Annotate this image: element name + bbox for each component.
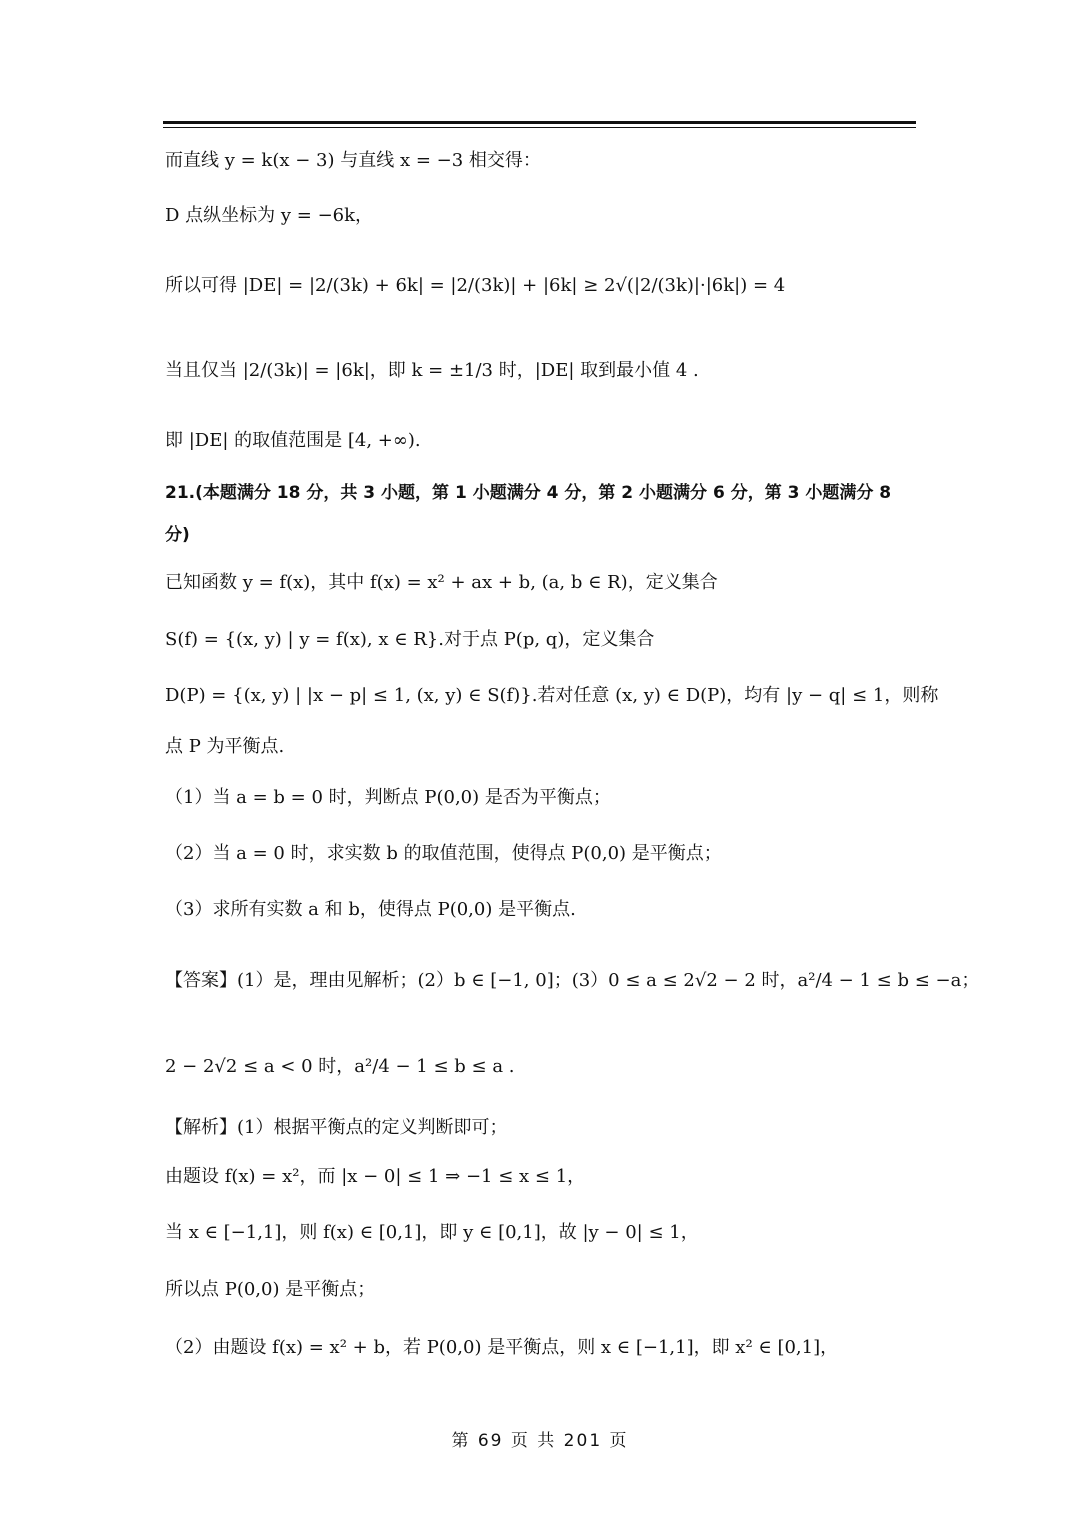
answer-line-cont: 2 − 2√2 ≤ a < 0 时，a²/4 − 1 ≤ b ≤ a . <box>165 1056 515 1077</box>
math-line: 所以可得 |DE| = |2/(3k) + 6k| = |2/(3k)| + |6k| ≥ 2√(|2/(3k)|·|6k|) = 4 <box>165 275 786 296</box>
problem-heading-cont: 分) <box>165 525 190 545</box>
header-rule-thin <box>163 127 916 128</box>
text-line: 即 |DE| 的取值范围是 [4, +∞). <box>165 430 421 451</box>
page-footer: 第 69 页 共 201 页 <box>451 1431 629 1451</box>
math-line: 当且仅当 |2/(3k)| = |6k|，即 k = ±1/3 时，|DE| 取到最小值 4 . <box>165 360 699 381</box>
answer-line: 【答案】(1）是，理由见解析；(2）b ∈ [−1, 0]；(3）0 ≤ a ≤ 2√2 − 2 时，a²/4 − 1 ≤ b ≤ −a； <box>165 970 980 991</box>
text-line: 所以点 P(0,0) 是平衡点； <box>165 1279 376 1300</box>
text-line: D 点纵坐标为 y = −6k， <box>165 205 374 226</box>
text-line: （2）由题设 f(x) = x² + b，若 P(0,0) 是平衡点，则 x ∈ [−1,1]，即 x² ∈ [0,1]， <box>165 1337 839 1358</box>
text-line: 已知函数 y = f(x)，其中 f(x) = x² + ax + b, (a, b ∈ R)，定义集合 <box>165 572 718 593</box>
header-rule-thick <box>163 121 916 124</box>
text-line: 而直线 y = k(x − 3) 与直线 x = −3 相交得： <box>165 150 541 171</box>
problem-heading: 21.(本题满分 18 分，共 3 小题，第 1 小题满分 4 分，第 2 小题满分 6 分，第 3 小题满分 8 <box>165 483 892 503</box>
text-line: 点 P 为平衡点. <box>165 736 285 757</box>
question-1: （1）当 a = b = 0 时，判断点 P(0,0) 是否为平衡点； <box>165 787 611 808</box>
question-2: （2）当 a = 0 时，求实数 b 的取值范围，使得点 P(0,0) 是平衡点； <box>165 843 722 864</box>
analysis-line: 【解析】(1）根据平衡点的定义判断即可； <box>165 1117 508 1138</box>
text-line: D(P) = {(x, y) | |x − p| ≤ 1, (x, y) ∈ S(f)}.若对任意 (x, y) ∈ D(P)，均有 |y − q| ≤ 1，则称 <box>165 685 939 706</box>
question-3: （3）求所有实数 a 和 b，使得点 P(0,0) 是平衡点. <box>165 899 576 920</box>
text-line: 当 x ∈ [−1,1]，则 f(x) ∈ [0,1]，即 y ∈ [0,1]，故 |y − 0| ≤ 1， <box>165 1222 699 1243</box>
text-line: S(f) = {(x, y) | y = f(x), x ∈ R}.对于点 P(p, q)，定义集合 <box>165 629 655 650</box>
text-line: 由题设 f(x) = x²，而 |x − 0| ≤ 1 ⇒ −1 ≤ x ≤ 1， <box>165 1166 586 1187</box>
